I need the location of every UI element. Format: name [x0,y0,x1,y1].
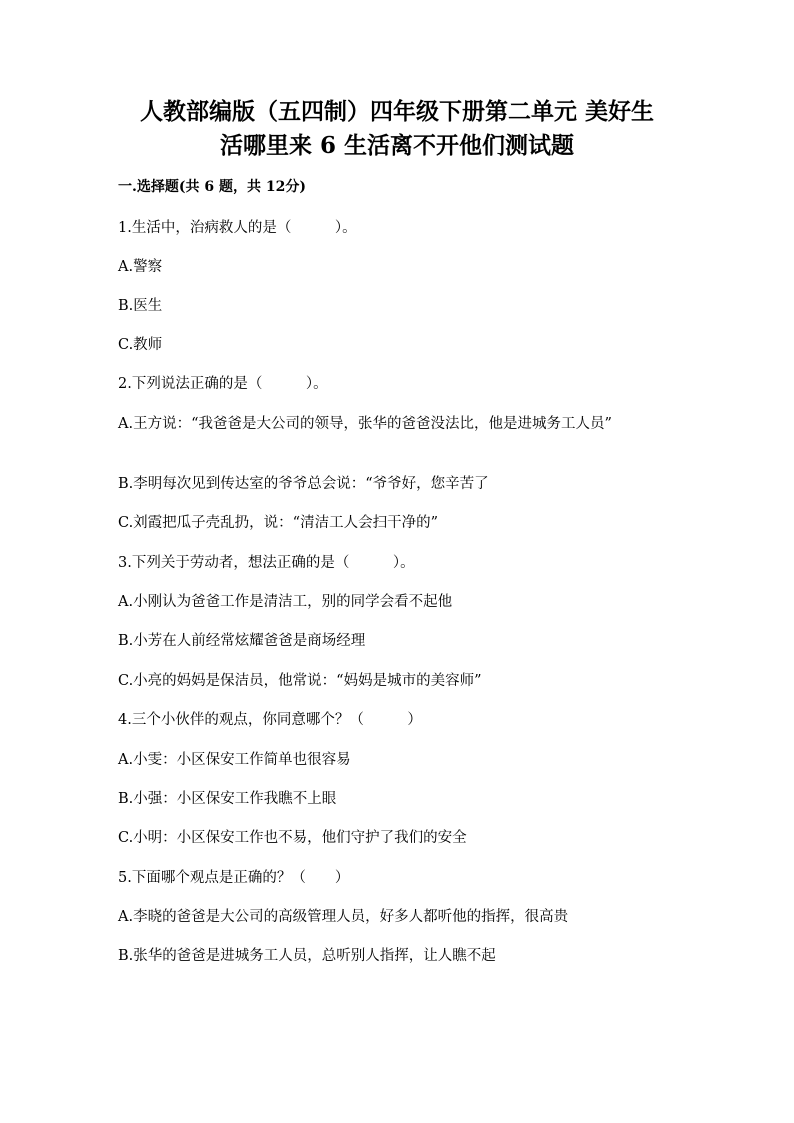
question-2-option-c: C.刘霞把瓜子壳乱扔，说：“清洁工人会扫干净的” [118,515,439,531]
question-1-option-a: A.警察 [118,259,163,275]
question-5-option-a: A.李晓的爸爸是大公司的高级管理人员，好多人都听他的指挥，很高贵 [118,909,569,925]
question-1-option-c: C.教师 [118,337,163,353]
document-title-line-2: 活哪里来 6 生活离不开他们测试题 [219,132,575,159]
question-4-option-b: B.小强：小区保安工作我瞧不上眼 [118,791,337,807]
question-4-option-a: A.小雯：小区保安工作简单也很容易 [118,752,351,768]
question-1-option-b: B.医生 [118,298,163,314]
question-2-stem: 2.下列说法正确的是（ ）。 [118,376,328,392]
section-heading: 一.选择题(共 6 题，共 12分) [118,179,306,195]
question-3-option-a: A.小刚认为爸爸工作是清洁工，别的同学会看不起他 [118,594,453,610]
question-2-option-b: B.李明每次见到传达室的爷爷总会说：“爷爷好，您辛苦了 [118,476,489,492]
question-4-stem: 4.三个小伙伴的观点，你同意哪个？（ ） [118,712,422,728]
question-3-option-b: B.小芳在人前经常炫耀爸爸是商场经理 [118,633,366,649]
question-2-option-a: A.王方说：“我爸爸是大公司的领导，张华的爸爸没法比，他是进城务工人员” [118,416,612,432]
question-1-stem: 1.生活中，治病救人的是（ ）。 [118,220,357,236]
question-5-option-b: B.张华的爸爸是进城务工人员，总听别人指挥，让人瞧不起 [118,948,496,964]
question-5-stem: 5.下面哪个观点是正确的？（ ） [118,870,350,886]
document-title-line-1: 人教部编版（五四制）四年级下册第二单元 美好生 [139,98,654,125]
question-4-option-c: C.小明：小区保安工作也不易，他们守护了我们的安全 [118,830,467,846]
question-3-stem: 3.下列关于劳动者，想法正确的是（ ）。 [118,555,415,571]
question-3-option-c: C.小亮的妈妈是保洁员，他常说：“妈妈是城市的美容师” [118,673,482,689]
